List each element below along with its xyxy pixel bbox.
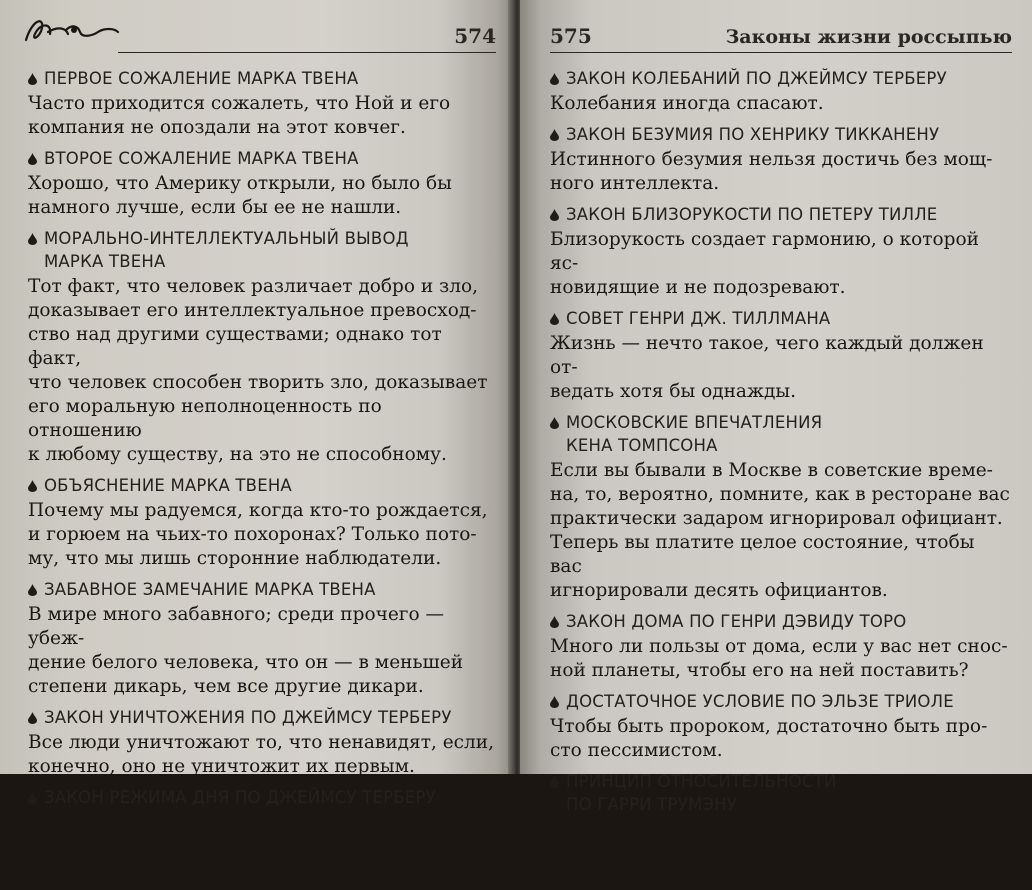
- entry-title: МОСКОВСКИЕ ВПЕЧАТЛЕНИЯ КЕНА ТОМПСОНА: [566, 413, 823, 455]
- right-page: [520, 0, 1032, 888]
- entry-text: Колебания иногда спасают.: [550, 93, 824, 114]
- drop-bullet-icon: [550, 616, 559, 628]
- drop-bullet-icon: [28, 480, 37, 492]
- entry: [550, 67, 1012, 116]
- entry: [550, 411, 1012, 603]
- entry-text: Жизнь — нечто такое, чего каждый должен от- ведать хотя бы однажды.: [550, 333, 984, 402]
- drop-bullet-icon: [550, 313, 559, 325]
- right-running-head: [550, 12, 1012, 53]
- entry-text: В мире много забавного; среди прочего — убеж- дение белого человека, что он — в меньшей степени дикарь, чем все другие дикари.: [28, 604, 464, 697]
- page-number-right: 575: [550, 24, 592, 48]
- entry-text: Близорукость создает гармонию, о которой яс- новидящие и не подозревают.: [550, 229, 979, 298]
- entry: [550, 690, 1012, 763]
- signature-logo-icon: [22, 10, 122, 50]
- entry-title: ЗАКОН КОЛЕБАНИЙ ПО ДЖЕЙМСУ ТЕРБЕРУ: [566, 69, 947, 88]
- entry-title: ЗАКОН УНИЧТОЖЕНИЯ ПО ДЖЕЙМСУ ТЕРБЕРУ: [44, 708, 452, 727]
- entry-title: ЗАКОН РЕЖИМА ДНЯ ПО ДЖЕЙМСУ ТЕРБЕРУ: [44, 788, 436, 807]
- drop-bullet-icon: [28, 153, 37, 165]
- drop-bullet-icon: [550, 776, 559, 788]
- entry-title: ЗАКОН ДОМА ПО ГЕНРИ ДЭВИДУ ТОРО: [566, 612, 907, 631]
- entry: [28, 227, 496, 467]
- entry: [550, 770, 1012, 890]
- entry: [550, 123, 1012, 196]
- entry: [28, 67, 496, 140]
- entry: [28, 786, 496, 883]
- entry: [28, 706, 496, 779]
- drop-bullet-icon: [550, 73, 559, 85]
- drop-bullet-icon: [550, 696, 559, 708]
- entry-text: Часто приходится сожалеть, что Ной и его компания не опоздали на этот ковчег.: [28, 93, 451, 138]
- entry-text: Если ваш сосед теряет работу — это эконо- мический спад; если работу теряете вы — это экономический кризис.: [550, 819, 1003, 888]
- drop-bullet-icon: [28, 73, 37, 85]
- entry: [28, 578, 496, 699]
- left-running-head: [118, 12, 496, 53]
- drop-bullet-icon: [550, 129, 559, 141]
- right-entries: [550, 67, 1012, 890]
- entry-text: Хорошо, что Америку открыли, но было бы намного лучше, если бы ее не нашли.: [28, 173, 452, 218]
- entry-title: ЗАКОН БЛИЗОРУКОСТИ ПО ПЕТЕРУ ТИЛЛЕ: [566, 205, 938, 224]
- entry-text: Чтобы быть пророком, достаточно быть про- сто пессимистом.: [550, 716, 988, 761]
- entry-title: ЗАКОН БЕЗУМИЯ ПО ХЕНРИКУ ТИККАНЕНУ: [566, 125, 940, 144]
- entry-text: Если вы бывали в Москве в советские време- на, то, вероятно, помните, как в ресторане вас практически задаром игнорировал официант. Теперь вы платите целое состояние, чтобы вас игнорировали десять официантов.: [550, 460, 1010, 601]
- entry-title: СОВЕТ ГЕНРИ ДЖ. ТИЛЛМАНА: [566, 309, 831, 328]
- entry-title: ПЕРВОЕ СОЖАЛЕНИЕ МАРКА ТВЕНА: [44, 69, 359, 88]
- drop-bullet-icon: [28, 712, 37, 724]
- entry-text: Истинного безумия нельзя достичь без мощ- ного интеллекта.: [550, 149, 993, 194]
- entry-text: Ранний подъем утром и ранний отход ко сну вечером делают мужчину здоровым, богатым и мертвым.: [28, 812, 479, 881]
- entry-title: ПРИНЦИП ОТНОСИТЕЛЬНОСТИ ПО ГАРРИ ТРУМЭНУ: [566, 772, 837, 814]
- entry-text: Тот факт, что человек различает добро и зло, доказывает его интеллектуальное превосход- ство над другими существами; однако тот факт, что человек способен творить зло, доказывает его моральную неполноценность по отношению к любому существу, на это не способному.: [28, 276, 488, 465]
- drop-bullet-icon: [550, 209, 559, 221]
- entry-text: Почему мы радуемся, когда кто-то рождается, и горюем на чьих-то похоронах? Только пото- му, что мы лишь сторонние наблюдатели.: [28, 500, 488, 569]
- drop-bullet-icon: [28, 584, 37, 596]
- entry-text: Много ли пользы от дома, если у вас нет снос- ной планеты, чтобы его на ней поставить?: [550, 636, 1008, 681]
- entry: [550, 203, 1012, 300]
- entry-title: ДОСТАТОЧНОЕ УСЛОВИЕ ПО ЭЛЬЗЕ ТРИОЛЕ: [566, 692, 954, 711]
- entry: [28, 147, 496, 220]
- drop-bullet-icon: [28, 792, 37, 804]
- running-title: Законы жизни россыпью: [725, 26, 1012, 48]
- entry-text: Все люди уничтожают то, что ненавидят, если, конечно, оно не уничтожит их первым.: [28, 732, 494, 777]
- entry: [550, 307, 1012, 404]
- left-page: [0, 0, 512, 881]
- drop-bullet-icon: [550, 417, 559, 429]
- left-entries: [28, 67, 496, 883]
- entry-title: МОРАЛЬНО-ИНТЕЛЛЕКТУАЛЬНЫЙ ВЫВОД МАРКА ТВЕНА: [44, 229, 409, 271]
- entry: [28, 474, 496, 571]
- entry-title: ЗАБАВНОЕ ЗАМЕЧАНИЕ МАРКА ТВЕНА: [44, 580, 376, 599]
- entry-title: ВТОРОЕ СОЖАЛЕНИЕ МАРКА ТВЕНА: [44, 149, 359, 168]
- entry: [550, 610, 1012, 683]
- drop-bullet-icon: [28, 233, 37, 245]
- entry-title: ОБЪЯСНЕНИЕ МАРКА ТВЕНА: [44, 476, 292, 495]
- page-number-left: 574: [454, 24, 496, 48]
